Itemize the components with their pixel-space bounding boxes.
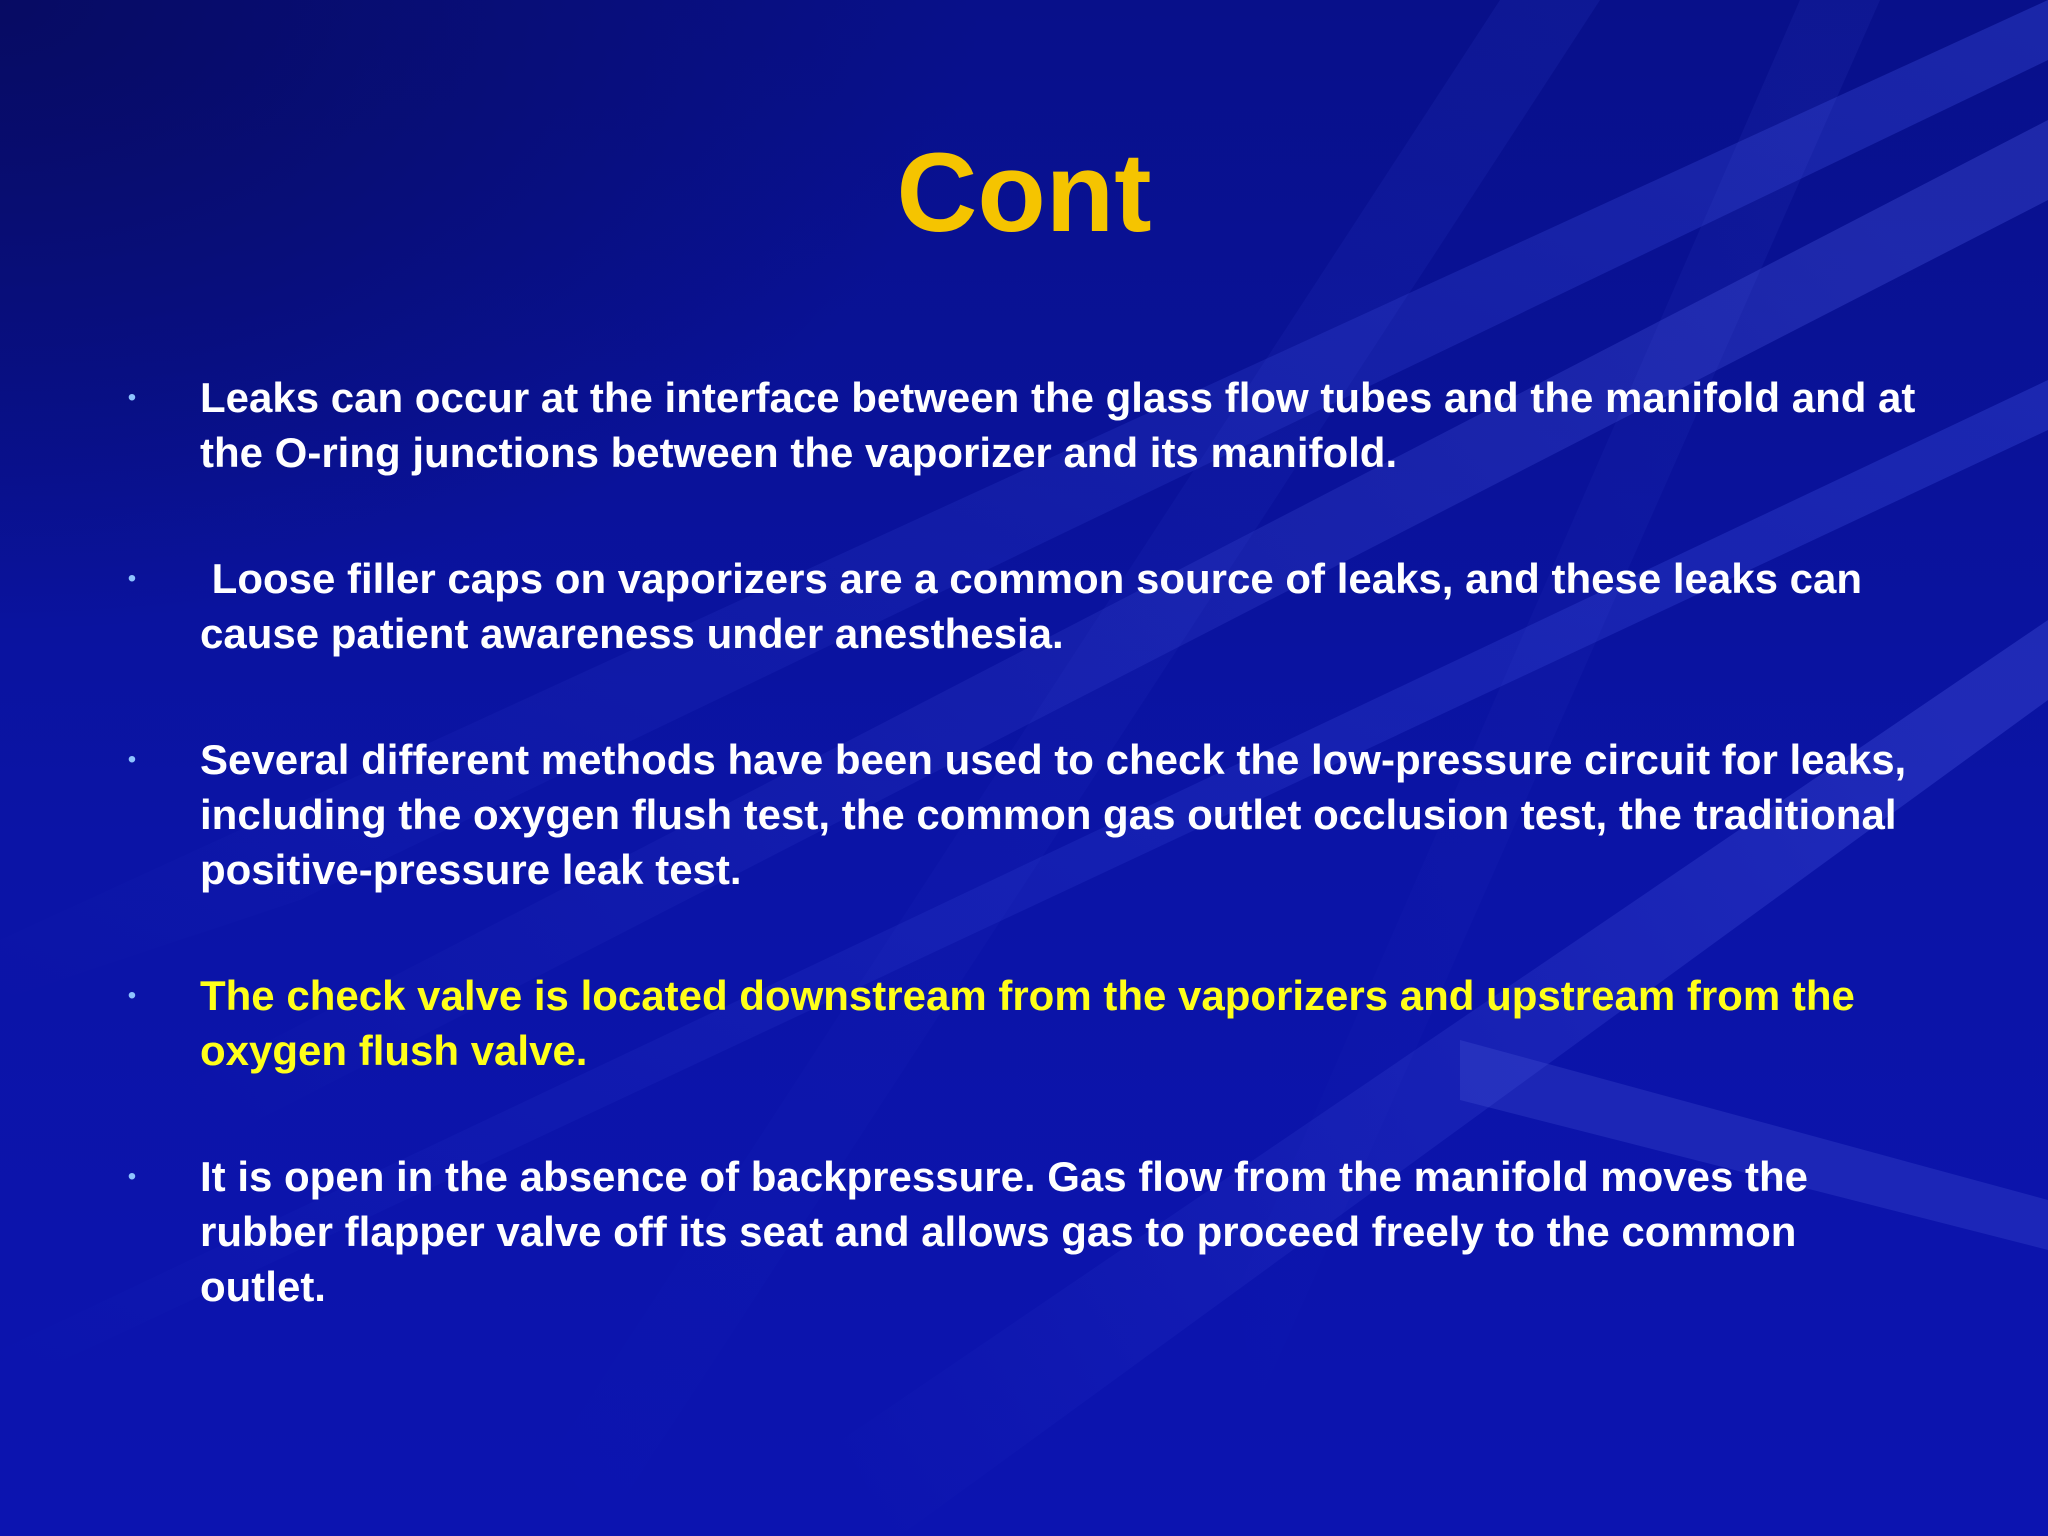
bullet-dot-icon: • — [127, 1163, 137, 1190]
bullet-text: Leaks can occur at the interface between the glass flow tubes and the manifold and at the O-ring junctions between the vaporizer and its manifold. — [200, 374, 1928, 476]
bullet-dot-icon: • — [127, 746, 137, 773]
bullet-text-highlighted: The check valve is located downstream from the vaporizers and upstream from the oxygen flush valve. — [200, 972, 1867, 1074]
bullet-dot-icon: • — [127, 565, 137, 592]
bullet-text: Several different methods have been used to check the low-pressure circuit for leaks, including the oxygen flush test, the common gas outlet occlusion test, the traditional positive-pressure leak test. — [200, 736, 1918, 893]
bullet-dot-icon: • — [127, 982, 137, 1009]
bullet-text: Loose filler caps on vaporizers are a common source of leaks, and these leaks can cause patient awareness under anesthesia. — [200, 555, 1874, 657]
slide-title: Cont — [896, 130, 1152, 255]
bullet-text: It is open in the absence of backpressure. Gas flow from the manifold moves the rubber flapper valve off its seat and allows gas to proceed freely to the common outlet. — [200, 1153, 1820, 1310]
bullet-dot-icon: • — [127, 384, 137, 411]
